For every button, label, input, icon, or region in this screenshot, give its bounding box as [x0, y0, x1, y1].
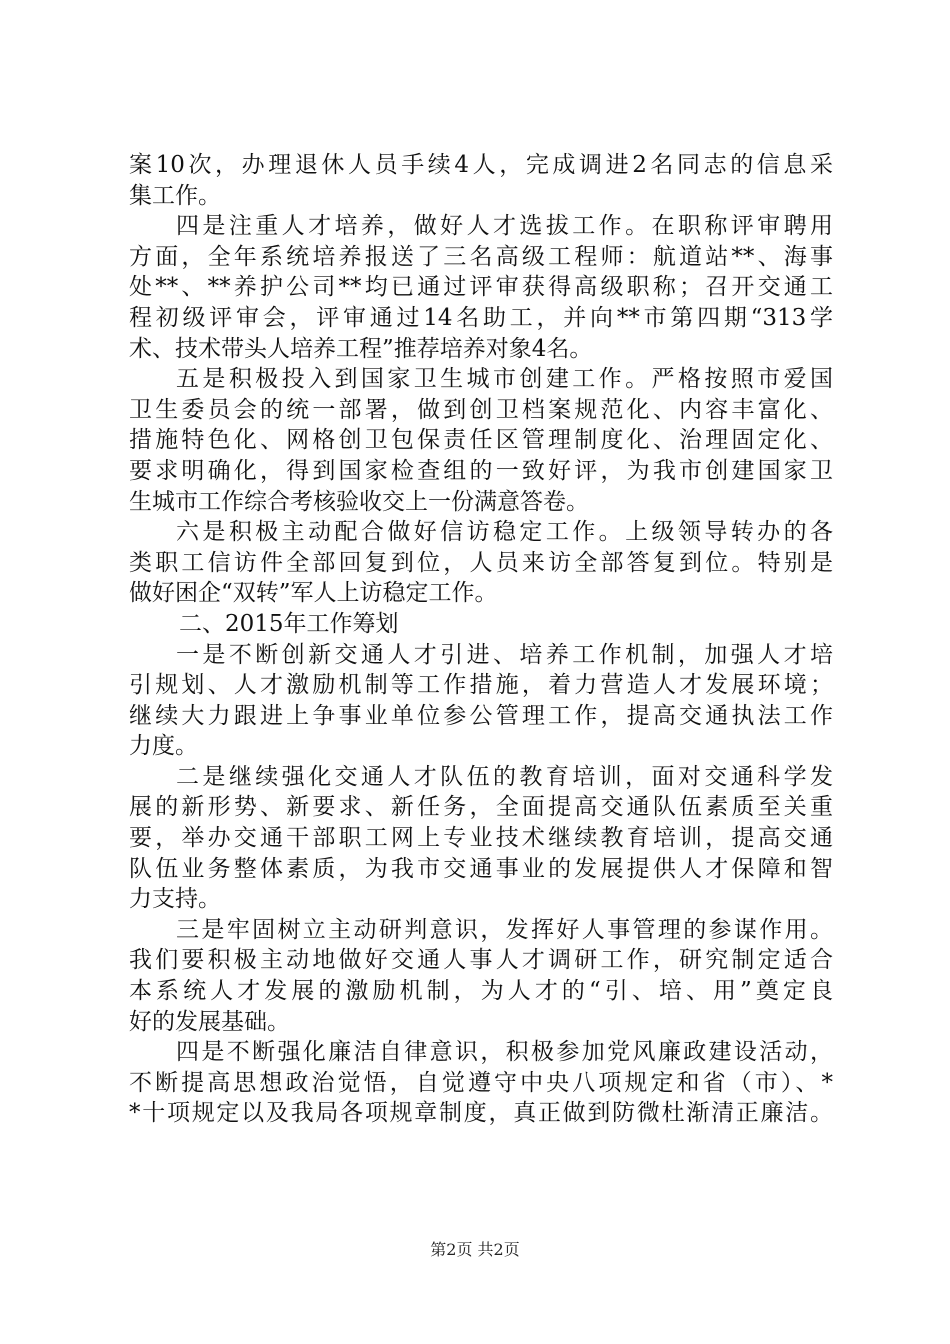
text-line: 做好困企“双转”军人上访稳定工作。: [129, 580, 498, 607]
text-line: 四是注重人才培养，做好人才选拔工作。在职称评审聘用: [176, 213, 833, 240]
text-line: 要，举办交通干部职工网上专业技术继续教育培训，提高交通: [129, 825, 833, 852]
text-line: 三是牢固树立主动研判意识，发挥好人事管理的参谋作用。: [176, 916, 833, 943]
text-line: 术、技术带头人培养工程”推荐培养对象4名。: [129, 335, 593, 362]
text-line: 我们要积极主动地做好交通人事人才调研工作，研究制定适合: [129, 947, 833, 974]
text-line: 五是积极投入到国家卫生城市创建工作。严格按照市爱国: [176, 366, 833, 393]
text-line: 案10次，办理退休人员手续4人，完成调进2名同志的信息采: [129, 152, 833, 178]
text-line: 力度。: [129, 733, 198, 760]
text-line: 好的发展基础。: [129, 1008, 290, 1035]
text-line: 二是继续强化交通人才队伍的教育培训，面对交通科学发: [176, 763, 833, 790]
text-line: 不断提高思想政治觉悟，自觉遵守中央八项规定和省（市）、*: [129, 1069, 833, 1096]
text-line: 程初级评审会，评审通过14名助工，并向**市第四期“313学: [129, 304, 833, 331]
text-line: 生城市工作综合考核验收交上一份满意答卷。: [129, 488, 589, 515]
text-line: 六是积极主动配合做好信访稳定工作。上级领导转办的各: [176, 519, 833, 546]
text-line: 方面，全年系统培养报送了三名高级工程师：航道站**、海事: [129, 243, 833, 270]
text-line: 集工作。: [129, 182, 221, 209]
document-body: [129, 150, 833, 1129]
text-line: *十项规定以及我局各项规章制度，真正做到防微杜渐清正廉洁。: [129, 1100, 833, 1127]
text-line: 卫生委员会的统一部署，做到创卫档案规范化、内容丰富化、: [129, 396, 833, 423]
text-line: 力支持。: [129, 886, 221, 913]
section-heading: 二、2015年工作筹划: [179, 610, 399, 637]
text-line: 处**、**养护公司**均已通过评审获得高级职称；召开交通工: [129, 274, 833, 301]
page-footer: 第2页 共2页: [430, 1240, 520, 1259]
text-line: 展的新形势、新要求、新任务，全面提高交通队伍素质至关重: [129, 794, 833, 821]
text-line: 一是不断创新交通人才引进、培养工作机制，加强人才培: [176, 641, 833, 668]
text-line: 类职工信访件全部回复到位，人员来访全部答复到位。特别是: [129, 549, 833, 576]
text-line: 引规划、人才激励机制等工作措施，着力营造人才发展环境；: [129, 672, 833, 699]
text-line: 四是不断强化廉洁自律意识，积极参加党风廉政建设活动，: [176, 1039, 833, 1066]
text-line: 措施特色化、网格创卫包保责任区管理制度化、治理固定化、: [129, 427, 833, 454]
text-line: 本系统人才发展的激励机制，为人才的“引、培、用”奠定良: [129, 978, 833, 1005]
text-line: 继续大力跟进上争事业单位参公管理工作，提高交通执法工作: [129, 702, 833, 729]
text-line: 队伍业务整体素质，为我市交通事业的发展提供人才保障和智: [129, 855, 833, 882]
text-line: 要求明确化，得到国家检查组的一致好评，为我市创建国家卫: [129, 457, 833, 484]
